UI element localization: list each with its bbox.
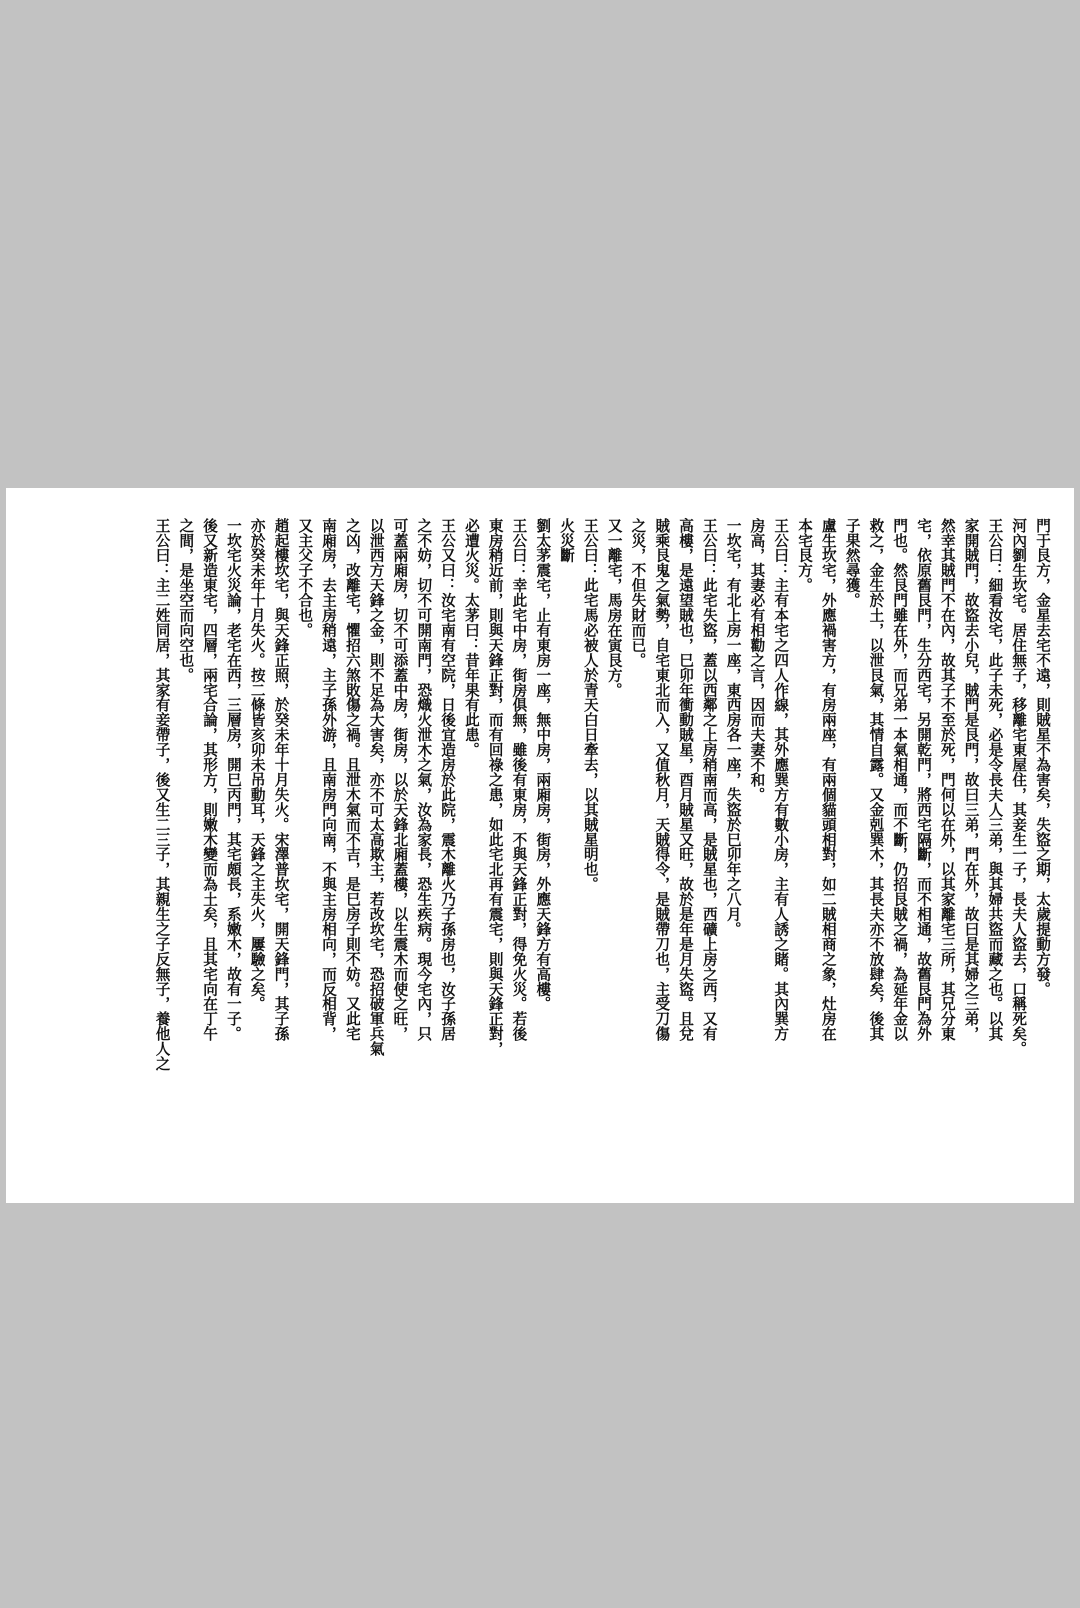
text-column: 然幸其賊門不在內，故其子不至於死，門何以在外，以其家離宅三所，其兄分東 xyxy=(938,518,956,1042)
text-column: 之凶，改離宅，懼招六煞敗傷之禍。且泄木氣而不吉，是巳房子則不妨。又此宅 xyxy=(343,518,361,1042)
text-column: 門也。然艮門雖在外，而兄弟一本氣相通，而不斷，仍招艮賊之禍，為延年金以 xyxy=(891,518,909,1042)
text-column: 本宅艮方。 xyxy=(796,518,814,593)
text-column: 又一離宅，馬房在寅艮方。 xyxy=(605,518,623,698)
text-column: 必遭火災。太茅曰：昔年果有此患。 xyxy=(462,518,480,758)
text-column: 家開賊門，故盜去小兒，賊門是艮門，故曰三弟，門在外，故曰是其婦之三弟， xyxy=(962,518,980,1042)
text-column: 以泄西方天鋒之金，則不足為大害矣，亦不可太高欺主，若改坎宅，恐招破軍兵氣 xyxy=(367,518,385,1057)
text-column: 賊乘艮鬼之氣勢，自宅東北而入，又值秋月，天賊得令，是賊帶刀也，主受刀傷 xyxy=(653,518,671,1042)
text-column: 救之，金生於土，以泄艮氣，其情自露。又金剋巽木，其長夫亦不放肆矣，後其 xyxy=(867,518,885,1042)
text-column: 王公曰：主二姓同居，其家有妾帶子，後又生二三子，其親生之子反無子，養他人之 xyxy=(153,518,171,1072)
text-column: 子果然尋獲。 xyxy=(843,518,861,608)
text-column: 高樓，是遠望賊也，巳卯年衝動賊星，酉月賊星又旺，故於是年是月失盜。且兌 xyxy=(677,518,695,1042)
text-column: 東房稍近前，則與天鋒正對，而有回祿之患，如此宅北再有震宅，則與天鋒正對， xyxy=(486,518,504,1057)
text-column: 河內劉生坎宅。居住無子，移離宅東屋住，其妾生一子，長夫人盜去，口稱死矣。 xyxy=(1010,518,1028,1057)
text-column: 之不妨，切不可開南門，恐熾火泄木之氣，汝為家長，恐生疾病。現今宅內，只 xyxy=(415,518,433,1042)
document-page xyxy=(6,488,1074,1203)
text-column: 王公曰：此宅馬必被人於青天白日牽去，以其賊星明也。 xyxy=(581,518,599,892)
text-column: 王公又曰：汝宅南有空院，日後宜造房於此院，震木離火乃子孫房也，汝子孫居 xyxy=(439,518,457,1042)
section-heading: 火災斷 xyxy=(558,518,576,563)
text-column: 又主父子不合也。 xyxy=(296,518,314,638)
text-column: 房高，其妻必有相勸之言，因而夫妻不和。 xyxy=(748,518,766,803)
text-column: 之災，不但失財而已。 xyxy=(629,518,647,668)
text-column: 可蓋兩廂房，切不可添蓋中房，街房，以於天鋒北廂蓋樓，以生震木而使之旺， xyxy=(391,518,409,1042)
text-column: 王公曰：幸此宅中房，街房俱無，雖後有東房，不與天鋒正對，得免火災。若後 xyxy=(510,518,528,1042)
text-column: 南廂房，去主房稍遠，主子孫外游，且南房門向南，不與主房相向，而反相背， xyxy=(320,518,338,1042)
text-column: 一坎宅火災論，老宅在西，三層房，開巳丙門，其宅頗長，系嫩木，故有一子。 xyxy=(224,518,242,1042)
text-column: 宅，依原舊艮門，生分西宅，另開乾門，將西宅隔斷，而不相通，故舊艮門為外 xyxy=(915,518,933,1042)
text-column: 亦於癸未年十月失火。按二條皆亥卯未吊動耳，天鋒之主失火，屢驗之矣。 xyxy=(248,518,266,1012)
vertical-text-block xyxy=(150,518,1054,1172)
text-column: 趙起樓坎宅，與天鋒正照，於癸未年十月失火。宋澤普坎宅，開天鋒門，其子孫 xyxy=(272,518,290,1042)
text-column: 王公曰：細看汝宅，此子未死，必是令長夫人三弟，與其婦共盜而藏之也。以其 xyxy=(986,518,1004,1042)
text-column: 後又新造東宅，四層，兩宅合論，其形方，則嫩木變而為土矣，且其宅向在丁午 xyxy=(201,518,219,1042)
text-column: 一坎宅，有北上房一座，東西房各一座，失盜於巳卯年之八月。 xyxy=(724,518,742,937)
text-column: 盧生坎宅，外應禍害方，有房兩座，有兩個貓頭相對，如二賊相商之象，灶房在 xyxy=(819,518,837,1042)
text-column: 王公曰：主有本宅之四人作線，其外應巽方有數小房，主有人誘之賭。其內巽方 xyxy=(772,518,790,1042)
text-column: 劉太茅震宅，止有東房一座，無中房，兩廂房，街房，外應天鋒方有高樓。 xyxy=(534,518,552,1012)
text-column: 之間，是坐空而向空也。 xyxy=(177,518,195,683)
text-column: 王公曰：此宅失盜，蓋以西鄰之上房稍南而高，是賊星也，西礦上房之西，又有 xyxy=(700,518,718,1042)
text-column: 門于艮方，金星去宅不遠，則賊星不為害矣，失盜之期，太歲提動方發。 xyxy=(1034,518,1051,997)
